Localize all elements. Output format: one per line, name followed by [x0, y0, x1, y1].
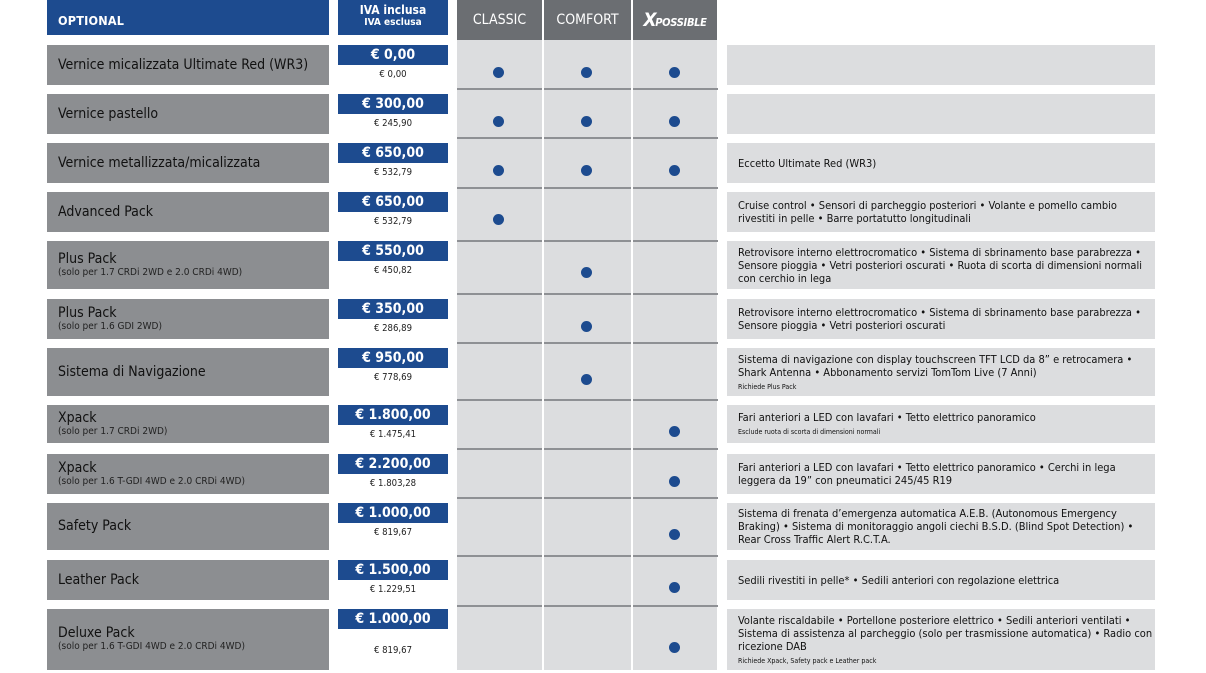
availability-dot-xpossible: [669, 642, 680, 653]
option-description: [727, 454, 1155, 494]
price-vat-included: € 550,00: [338, 241, 448, 261]
option-name: Vernice micalizzata Ultimate Red (WR3): [58, 56, 309, 73]
option-description-text: Sistema di navigazione con display touchscreen TFT LCD da 8” e retrocamera • Shark Antenna • Abbonamento servizi TomTom Live (7 Anni): [738, 352, 1133, 379]
price-vat-excluded: € 532,79: [373, 167, 413, 178]
option-description-text: Fari anteriori a LED con lavafari • Tetto elettrico panoramico: [738, 411, 1036, 424]
price-vat-excluded: € 1.803,28: [369, 478, 417, 489]
header-classic: CLASSIC: [457, 0, 542, 40]
availability-dot-classic: [493, 116, 504, 127]
option-name: Sistema di Navigazione: [58, 363, 206, 380]
price-vat-included: € 1.500,00: [338, 560, 448, 580]
availability-dot-xpossible: [669, 582, 680, 593]
option-label: [47, 560, 329, 600]
row-separator: [457, 187, 718, 189]
row-separator: [457, 605, 718, 607]
price-vat-excluded: € 0,00: [379, 69, 407, 80]
option-description-text: Retrovisore interno elettrocromatico • Sistema di sbrinamento base parabrezza • Sensore pioggia • Vetri posteriori oscurati • Ruota di scorta di dimensioni normali con cerchio in lega: [738, 245, 1142, 285]
option-label: [47, 143, 329, 183]
option-label: [47, 299, 329, 339]
comfort-column-bg: [544, 40, 631, 670]
header-optional: OPTIONAL: [47, 0, 329, 35]
row-separator: [457, 137, 718, 139]
option-description: [727, 45, 1155, 85]
availability-dot-comfort: [581, 116, 592, 127]
price-vat-excluded: € 819,67: [373, 645, 413, 656]
option-description-footnote: Esclude ruota di scorta di dimensioni normali: [738, 428, 881, 436]
option-price: [338, 45, 448, 80]
price-vat-included: € 650,00: [338, 143, 448, 163]
availability-dot-xpossible: [669, 426, 680, 437]
option-price: [338, 405, 448, 440]
row-separator: [457, 88, 718, 90]
option-description: [727, 609, 1155, 670]
availability-dot-classic: [493, 165, 504, 176]
xpossible-logo-x: X: [643, 9, 657, 31]
option-description-text: Volante riscaldabile • Portellone posteriore elettrico • Sedili anteriori ventilati • Sistema di assistenza al parcheggio (solo per trasmissione automatica) • Radio con ricezione DAB: [738, 613, 1153, 653]
classic-column-bg: [457, 40, 542, 670]
option-name: Vernice metallizzata/micalizzata: [58, 154, 261, 171]
option-label: [47, 94, 329, 134]
option-name: Xpack: [58, 409, 97, 426]
price-vat-excluded: € 450,82: [373, 265, 413, 276]
availability-dot-classic: [493, 67, 504, 78]
availability-dot-xpossible: [669, 67, 680, 78]
row-separator: [457, 399, 718, 401]
option-description: [727, 192, 1155, 232]
row-separator: [457, 497, 718, 499]
availability-dot-xpossible: [669, 476, 680, 487]
option-price: [338, 192, 448, 227]
option-label: [47, 609, 329, 670]
option-description: [727, 241, 1155, 289]
price-vat-included: € 300,00: [338, 94, 448, 114]
header-price: [338, 0, 448, 35]
option-label: [47, 503, 329, 550]
availability-dot-comfort: [581, 165, 592, 176]
price-vat-excluded: € 245,90: [373, 118, 413, 129]
option-price: [338, 609, 448, 656]
option-name: Leather Pack: [58, 571, 139, 588]
header-comfort: COMFORT: [544, 0, 631, 40]
availability-dot-comfort: [581, 67, 592, 78]
option-description: [727, 299, 1155, 339]
price-vat-excluded: € 819,67: [373, 527, 413, 538]
option-name: Deluxe Pack: [58, 625, 135, 641]
option-price: [338, 503, 448, 538]
option-name: Advanced Pack: [58, 203, 154, 220]
price-vat-included: € 1.800,00: [338, 405, 448, 425]
xpossible-logo-text: POSSIBLE: [655, 16, 707, 29]
option-description-text: Retrovisore interno elettrocromatico • Sistema di sbrinamento base parabrezza • Sensore pioggia • Vetri posteriori oscurati: [738, 306, 1141, 332]
option-price: [338, 299, 448, 334]
option-description: [727, 405, 1155, 443]
price-vat-excluded: € 778,69: [373, 372, 413, 383]
option-name: Xpack: [58, 459, 97, 476]
option-description: [727, 503, 1155, 550]
option-description-text: Sistema di frenata d’emergenza automatica A.E.B. (Autonomous Emergency Braking) • Sistema di monitoraggio angoli ciechi B.S.D. (Blind Spot Detection) • Rear Cross Traffic Alert R.C.T.A.: [738, 507, 1134, 546]
price-vat-included: € 2.200,00: [338, 454, 448, 474]
price-vat-included: € 650,00: [338, 192, 448, 212]
option-description: [727, 94, 1155, 134]
column-separator: [631, 0, 633, 670]
option-description-text: Sedili rivestiti in pelle* • Sedili anteriori con regolazione elettrica: [738, 573, 1060, 587]
option-label: [47, 454, 329, 494]
xpossible-column-bg: [633, 40, 717, 670]
option-description-text: Eccetto Ultimate Red (WR3): [738, 156, 877, 170]
option-description: [727, 348, 1155, 396]
row-separator: [457, 448, 718, 450]
option-condition: (solo per 1.7 CRDi 2WD e 2.0 CRDi 4WD): [58, 266, 243, 278]
availability-dot-xpossible: [669, 116, 680, 127]
option-condition: (solo per 1.6 GDI 2WD): [58, 320, 162, 332]
price-vat-excluded: € 532,79: [373, 216, 413, 227]
availability-dot-xpossible: [669, 529, 680, 540]
row-separator: [457, 555, 718, 557]
option-price: [338, 94, 448, 129]
header-price-excl: IVA esclusa: [364, 17, 422, 28]
option-price: [338, 348, 448, 383]
option-label: [47, 348, 329, 396]
option-label: [47, 405, 329, 443]
option-price: [338, 143, 448, 178]
option-name: Vernice pastello: [58, 105, 159, 122]
price-vat-included: € 1.000,00: [338, 609, 448, 629]
option-description: [727, 143, 1155, 183]
option-price: [338, 241, 448, 276]
availability-dot-xpossible: [669, 165, 680, 176]
option-label: [47, 45, 329, 85]
option-name: Safety Pack: [58, 518, 132, 534]
option-description: [727, 560, 1155, 600]
option-name: Plus Pack: [58, 304, 117, 321]
header-xpossible: [633, 0, 717, 40]
row-separator: [457, 240, 718, 242]
option-condition: (solo per 1.6 T-GDI 4WD e 2.0 CRDi 4WD): [58, 641, 245, 652]
availability-dot-comfort: [581, 374, 592, 385]
option-description-footnote: Richiede Plus Pack: [738, 382, 797, 391]
row-separator: [457, 293, 718, 295]
option-condition: (solo per 1.7 CRDi 2WD): [58, 425, 168, 437]
option-condition: (solo per 1.6 T-GDI 4WD e 2.0 CRDi 4WD): [58, 475, 245, 487]
availability-dot-classic: [493, 214, 504, 225]
row-separator: [457, 342, 718, 344]
option-name: Plus Pack: [58, 250, 117, 267]
price-vat-included: € 1.000,00: [338, 503, 448, 523]
option-label: [47, 241, 329, 289]
option-description-text: Cruise control • Sensori di parcheggio posteriori • Volante e pomello cambio rivestiti in pelle • Barre portatutto longitudinali: [738, 199, 1117, 225]
option-description-footnote: Richiede Xpack, Safety pack e Leather pack: [738, 656, 877, 665]
option-price: [338, 560, 448, 595]
availability-dot-comfort: [581, 321, 592, 332]
price-vat-excluded: € 286,89: [373, 323, 413, 334]
option-label: [47, 192, 329, 232]
price-vat-included: € 950,00: [338, 348, 448, 368]
price-vat-included: € 0,00: [338, 45, 448, 65]
availability-dot-comfort: [581, 267, 592, 278]
option-price: [338, 454, 448, 489]
price-vat-excluded: € 1.229,51: [369, 584, 417, 595]
price-vat-included: € 350,00: [338, 299, 448, 319]
header-price-incl: IVA inclusa: [359, 3, 427, 17]
option-description-text: Fari anteriori a LED con lavafari • Tetto elettrico panoramico • Cerchi in lega leggera da 19” con pneumatici 245/45 R19: [738, 461, 1116, 487]
column-separator: [542, 0, 544, 670]
price-vat-excluded: € 1.475,41: [369, 429, 417, 440]
